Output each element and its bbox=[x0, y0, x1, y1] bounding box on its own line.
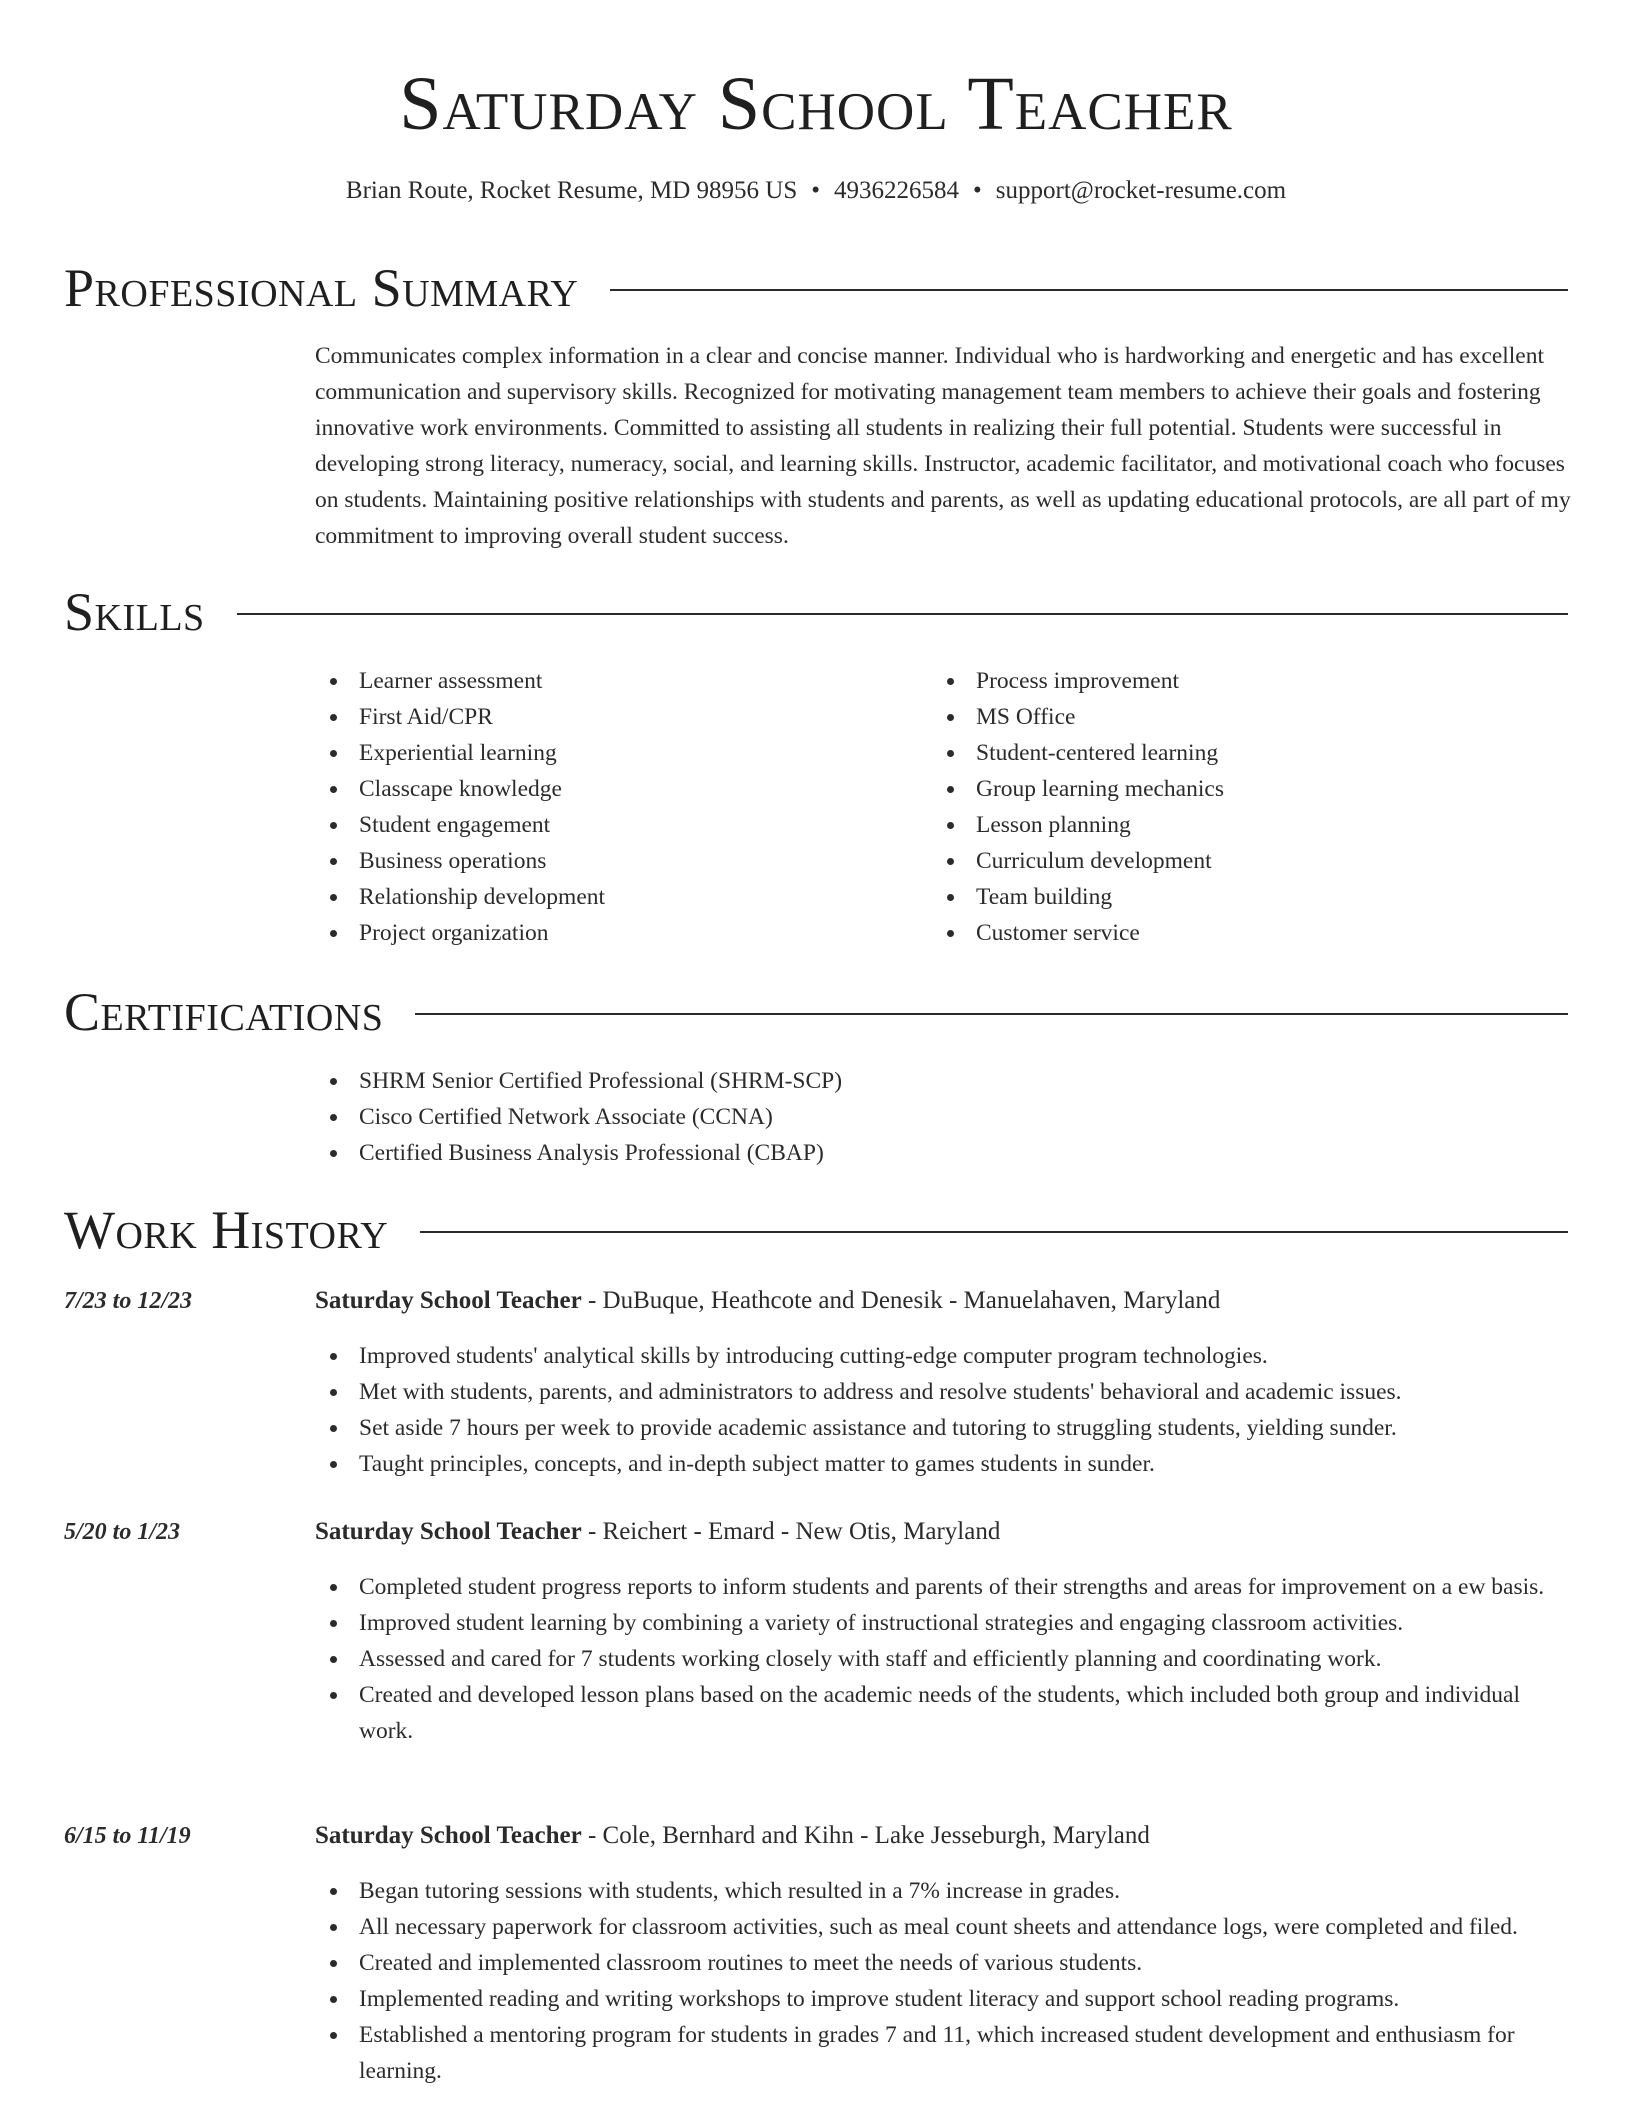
summary-section-header bbox=[64, 256, 1568, 320]
job-role: Saturday School Teacher bbox=[315, 1518, 582, 1545]
contact-phone: 4936226584 bbox=[834, 177, 960, 204]
section-divider bbox=[415, 1013, 1568, 1015]
job-details: - DuBuque, Heathcote and Denesik - Manuelahaven, Maryland bbox=[581, 1287, 1221, 1314]
contact-email: support@rocket-resume.com bbox=[995, 177, 1287, 204]
skill-item: First Aid/CPR bbox=[315, 699, 915, 735]
job-bullets bbox=[315, 1873, 1572, 2089]
skill-item: Student-centered learning bbox=[932, 735, 1572, 771]
job-bullet: Began tutoring sessions with students, which resulted in a 7% increase in grades. bbox=[315, 1873, 1572, 1909]
skill-item: Group learning mechanics bbox=[932, 771, 1572, 807]
certification-item: Certified Business Analysis Professional (CBAP) bbox=[315, 1135, 1573, 1171]
skills-right-column bbox=[932, 663, 1572, 951]
certification-item: SHRM Senior Certified Professional (SHRM-SCP) bbox=[315, 1063, 1573, 1099]
resume-title: Saturday School Teacher bbox=[399, 62, 1233, 146]
skill-item: Curriculum development bbox=[932, 843, 1572, 879]
summary-heading: Professional Summary bbox=[64, 258, 579, 318]
job-bullet: Completed student progress reports to inform students and parents of their strengths and areas for improvement on a ew basis. bbox=[315, 1569, 1572, 1605]
contact-separator: • bbox=[811, 177, 821, 204]
skill-item: Customer service bbox=[932, 915, 1572, 951]
job-bullet: All necessary paperwork for classroom activities, such as meal count sheets and attendance logs, were completed and filed. bbox=[315, 1909, 1572, 1945]
job-bullet: Taught principles, concepts, and in-depth subject matter to games students in sunder. bbox=[315, 1446, 1572, 1482]
job-details: - Cole, Bernhard and Kihn - Lake Jesseburgh, Maryland bbox=[581, 1822, 1150, 1849]
contact-line bbox=[0, 174, 1632, 208]
job-bullets bbox=[315, 1338, 1572, 1482]
job-heading bbox=[315, 1284, 1220, 1318]
work-history-heading: Work History bbox=[64, 1200, 389, 1260]
skill-item: Student engagement bbox=[315, 807, 915, 843]
skill-item: Process improvement bbox=[932, 663, 1572, 699]
skill-item: Business operations bbox=[315, 843, 915, 879]
job-role: Saturday School Teacher bbox=[315, 1287, 582, 1314]
skills-left-column bbox=[315, 663, 915, 951]
certifications-heading: Certifications bbox=[64, 982, 384, 1042]
job-bullet: Set aside 7 hours per week to provide academic assistance and tutoring to struggling students, yielding sunder. bbox=[315, 1410, 1572, 1446]
job-bullets bbox=[315, 1569, 1572, 1749]
summary-text: Communicates complex information in a clear and concise manner. Individual who is hardworking and energetic and has excellent communication and supervisory skills. Recognized for motivating management team members to achieve their goals and fostering innovative work environments. Committed to assisting all students in realizing their full potential. Students were successful in developing strong literacy, numeracy, social, and learning skills. Instructor, academic facilitator, and motivational coach who focuses on students. Maintaining positive relationships with students and parents, as well as updating educational protocols, are all part of my commitment to improving overall student success. bbox=[315, 343, 1571, 549]
section-divider bbox=[237, 613, 1568, 615]
job-bullet: Created and developed lesson plans based on the academic needs of the students, which included both group and individual work. bbox=[315, 1677, 1572, 1749]
job-heading bbox=[315, 1515, 1000, 1549]
job-bullet: Established a mentoring program for students in grades 7 and 11, which increased student development and enthusiasm for learning. bbox=[315, 2017, 1572, 2089]
skill-item: Learner assessment bbox=[315, 663, 915, 699]
certification-item: Cisco Certified Network Associate (CCNA) bbox=[315, 1099, 1573, 1135]
skill-item: Lesson planning bbox=[932, 807, 1572, 843]
skill-item: MS Office bbox=[932, 699, 1572, 735]
skills-section-header bbox=[64, 580, 1568, 644]
skill-item: Experiential learning bbox=[315, 735, 915, 771]
section-divider bbox=[610, 289, 1568, 291]
section-divider bbox=[420, 1231, 1568, 1233]
contact-separator: • bbox=[973, 177, 982, 204]
job-dates: 6/15 to 11/19 bbox=[64, 1823, 191, 1849]
skill-item: Project organization bbox=[315, 915, 915, 951]
job-dates: 5/20 to 1/23 bbox=[64, 1519, 181, 1545]
certifications-section-header bbox=[64, 980, 1568, 1044]
job-heading bbox=[315, 1819, 1150, 1853]
skill-item: Team building bbox=[932, 879, 1572, 915]
job-details: - Reichert - Emard - New Otis, Maryland bbox=[581, 1518, 1001, 1545]
skill-item: Relationship development bbox=[315, 879, 915, 915]
work-history-section-header bbox=[64, 1198, 1568, 1262]
job-role: Saturday School Teacher bbox=[315, 1822, 582, 1849]
job-bullet: Created and implemented classroom routines to meet the needs of various students. bbox=[315, 1945, 1572, 1981]
job-bullet: Improved student learning by combining a variety of instructional strategies and engaging classroom activities. bbox=[315, 1605, 1572, 1641]
skill-item: Classcape knowledge bbox=[315, 771, 915, 807]
job-bullet: Met with students, parents, and administrators to address and resolve students' behavioral and academic issues. bbox=[315, 1374, 1572, 1410]
job-bullet: Implemented reading and writing workshops to improve student literacy and support school reading programs. bbox=[315, 1981, 1572, 2017]
job-dates: 7/23 to 12/23 bbox=[64, 1288, 193, 1314]
skills-heading: Skills bbox=[64, 582, 205, 642]
certifications-list bbox=[315, 1063, 1573, 1171]
job-bullet: Assessed and cared for 7 students working closely with staff and efficiently planning and coordinating work. bbox=[315, 1641, 1572, 1677]
contact-address: Brian Route, Rocket Resume, MD 98956 US bbox=[345, 177, 798, 204]
job-bullet: Improved students' analytical skills by introducing cutting-edge computer program technologies. bbox=[315, 1338, 1572, 1374]
